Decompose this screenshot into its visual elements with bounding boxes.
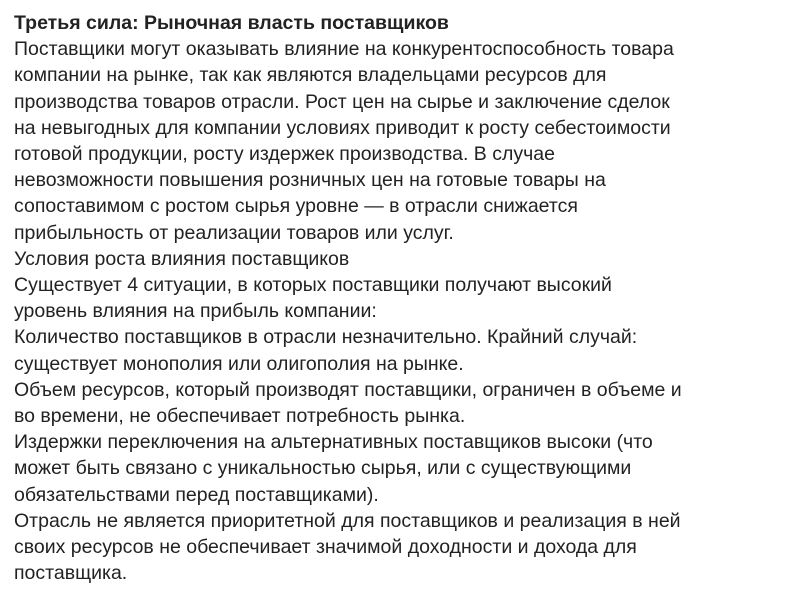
text-line: компании на рынке, так как являются владельцами ресурсов для	[14, 64, 607, 87]
text-line: на невыгодных для компании условиях приводит к росту себестоимости	[14, 116, 671, 139]
text-line: может быть связано с уникальностью сырья, или с существующими	[14, 457, 632, 480]
document-title: Третья сила: Рыночная власть поставщиков	[14, 12, 449, 34]
text-line: Объем ресурсов, который производят поставщики, ограничен в объеме и	[14, 378, 682, 401]
text-line: существует монополия или олигополия на рынке.	[14, 352, 464, 375]
text-line: Отрасль не является приоритетной для поставщиков и реализация в ней	[14, 509, 681, 532]
text-line: сопоставимом с ростом сырья уровне — в отрасли снижается	[14, 195, 578, 218]
text-line: своих ресурсов не обеспечивает значимой доходности и дохода для	[14, 536, 637, 559]
text-line: Издержки переключения на альтернативных поставщиков высоки (что	[14, 431, 653, 454]
text-line: во времени, не обеспечивает потребность рынка.	[14, 405, 466, 428]
text-line: Количество поставщиков в отрасли незначительно. Крайний случай:	[14, 326, 638, 349]
text-line: производства товаров отрасли. Рост цен на сырье и заключение сделок	[14, 90, 670, 113]
section-heading: Условия роста влияния поставщиков	[14, 247, 350, 270]
document-body	[14, 10, 789, 586]
text-line: уровень влияния на прибыль компании:	[14, 300, 377, 323]
text-line: Поставщики могут оказывать влияние на конкурентоспособность товара	[14, 38, 674, 61]
text-line: поставщика.	[14, 562, 128, 585]
text-line: прибыльность от реализации товаров или услуг.	[14, 221, 454, 244]
text-line: обязательствами перед поставщиками).	[14, 483, 379, 506]
text-line: Существует 4 ситуации, в которых поставщики получают высокий	[14, 274, 612, 297]
text-line: невозможности повышения розничных цен на готовые товары на	[14, 169, 606, 192]
text-line: готовой продукции, росту издержек производства. В случае	[14, 143, 555, 166]
